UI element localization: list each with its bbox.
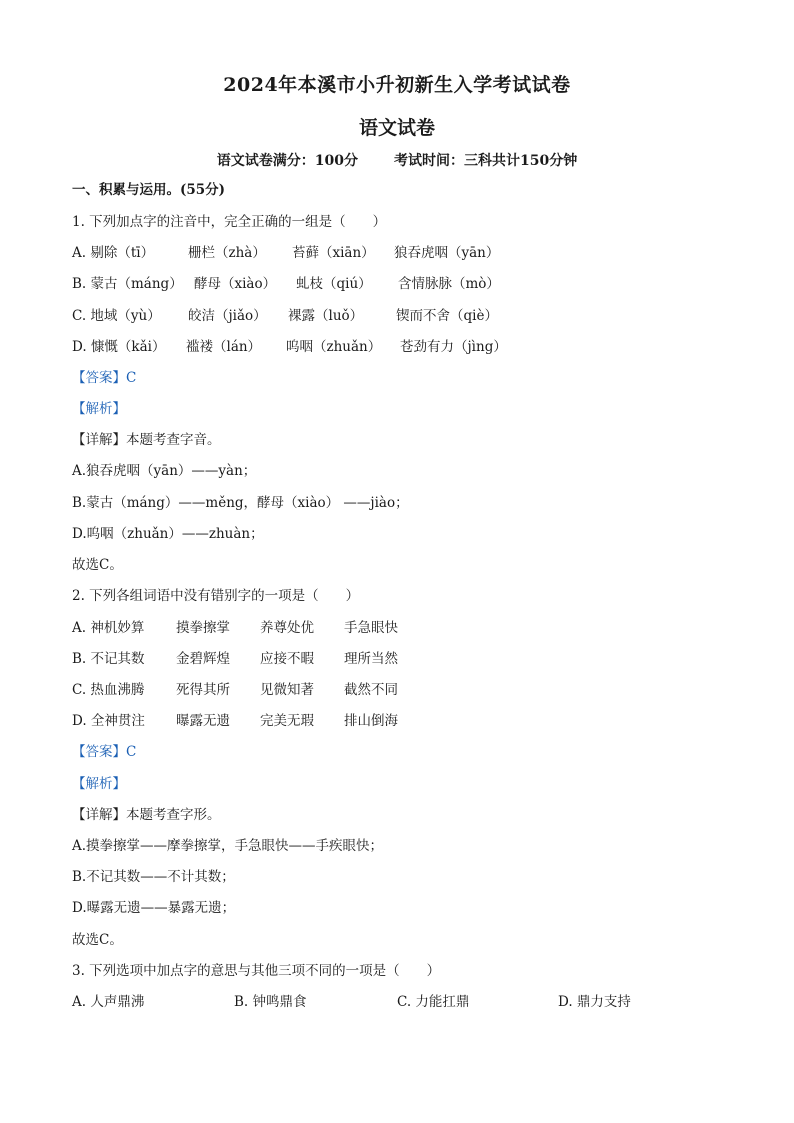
q2-line: A.摸拳擦掌——摩拳擦掌，手急眼快——手疾眼快； <box>72 838 384 854</box>
exam-page: 2024年本溪市小升初新生入学考试试卷 语文试卷 语文试卷满分：100分 考试时间：三科共计150分钟 一、积累与运用。(55分) 1. 下列加点字的注音中，完全正确的一组是（ ） A. 剔除（tī） 栅栏（zhà） 苔藓（xiān） 狼吞虎咽（yān） B. 蒙古（máng） 酵母（xiào） 虬枝（qiú） 含情脉脉（mò） C. 地域（yù） 皎洁（jiǎo） 裸露（luǒ） 锲而不舍（qiè） D. 慷慨（kǎi） 褴褛（lán） 呜咽（zhuǎn） 苍劲有力（jìng） 【答案】C 【解析】 【详解】本题考查字音。 A.狼吞虎咽（yān）——yàn； B.蒙古（máng）——měng，酵母（xiào） ——jiào； D.呜咽（zhuǎn）——zhuàn； 故选C。 2. 下列各组词语中没有错别字的一项是（ ） A. 神机妙算 摸拳擦掌 养尊处优 手急眼快 B. 不记其数 金碧辉煌 应接不暇 理所当然 C. 热血沸腾 死得其所 见微知著 截然不同 D. 全神贯注 曝露无遗 完美无瑕 排山倒海 【答案】C 【解析】 【详解】本题考查字形。 A.摸拳擦掌——摩拳擦掌，手急眼快——手疾眼快； B.不记其数——不计其数； D.曝露无遗——暴露无遗； 故选C。 3. 下列选项中加点字的意思与其他三项不同的一项是（ ） A. 人声鼎沸 B. 钟鸣鼎食 C. 力能扛鼎 D. 鼎力支持 <box>0 0 794 1123</box>
q2-line: 故选C。 <box>72 932 123 948</box>
q1-line: A.狼吞虎咽（yān）——yàn； <box>72 463 257 479</box>
q1-answer: 【答案】C <box>72 370 137 386</box>
q3-stem: 3. 下列选项中加点字的意思与其他三项不同的一项是（ ） <box>72 963 441 979</box>
q1-analysis: 【解析】 <box>72 401 126 417</box>
exam-info <box>0 150 794 170</box>
q2-analysis: 【解析】 <box>72 776 126 792</box>
q3-option-c: C. 力能扛鼎 <box>397 994 470 1010</box>
time-info: 考试时间：三科共计150分钟 <box>394 153 578 169</box>
q2-stem: 2. 下列各组词语中没有错别字的一项是（ ） <box>72 588 360 604</box>
q1-detail: 【详解】本题考查字音。 <box>72 432 221 448</box>
q1-line: B.蒙古（máng）——měng，酵母（xiào） ——jiào； <box>72 495 409 511</box>
q3-option-d: D. 鼎力支持 <box>558 994 631 1010</box>
q2-detail: 【详解】本题考查字形。 <box>72 807 221 823</box>
score-info: 语文试卷满分：100分 <box>216 153 358 169</box>
q1-stem: 1. 下列加点字的注音中，完全正确的一组是（ ） <box>72 214 387 230</box>
q3-option-a: A. 人声鼎沸 <box>72 994 145 1010</box>
q2-line: D.曝露无遗——暴露无遗； <box>72 900 236 916</box>
q1-line: 故选C。 <box>72 557 123 573</box>
q2-answer: 【答案】C <box>72 744 137 760</box>
exam-subtitle: 语文试卷 <box>358 117 435 139</box>
exam-title: 2024年本溪市小升初新生入学考试试卷 <box>223 74 571 96</box>
q3-option-b: B. 钟鸣鼎食 <box>234 994 307 1010</box>
q2-line: B.不记其数——不计其数； <box>72 869 235 885</box>
q1-line: D.呜咽（zhuǎn）——zhuàn； <box>72 526 264 542</box>
section-heading: 一、积累与运用。(55分) <box>72 182 226 198</box>
